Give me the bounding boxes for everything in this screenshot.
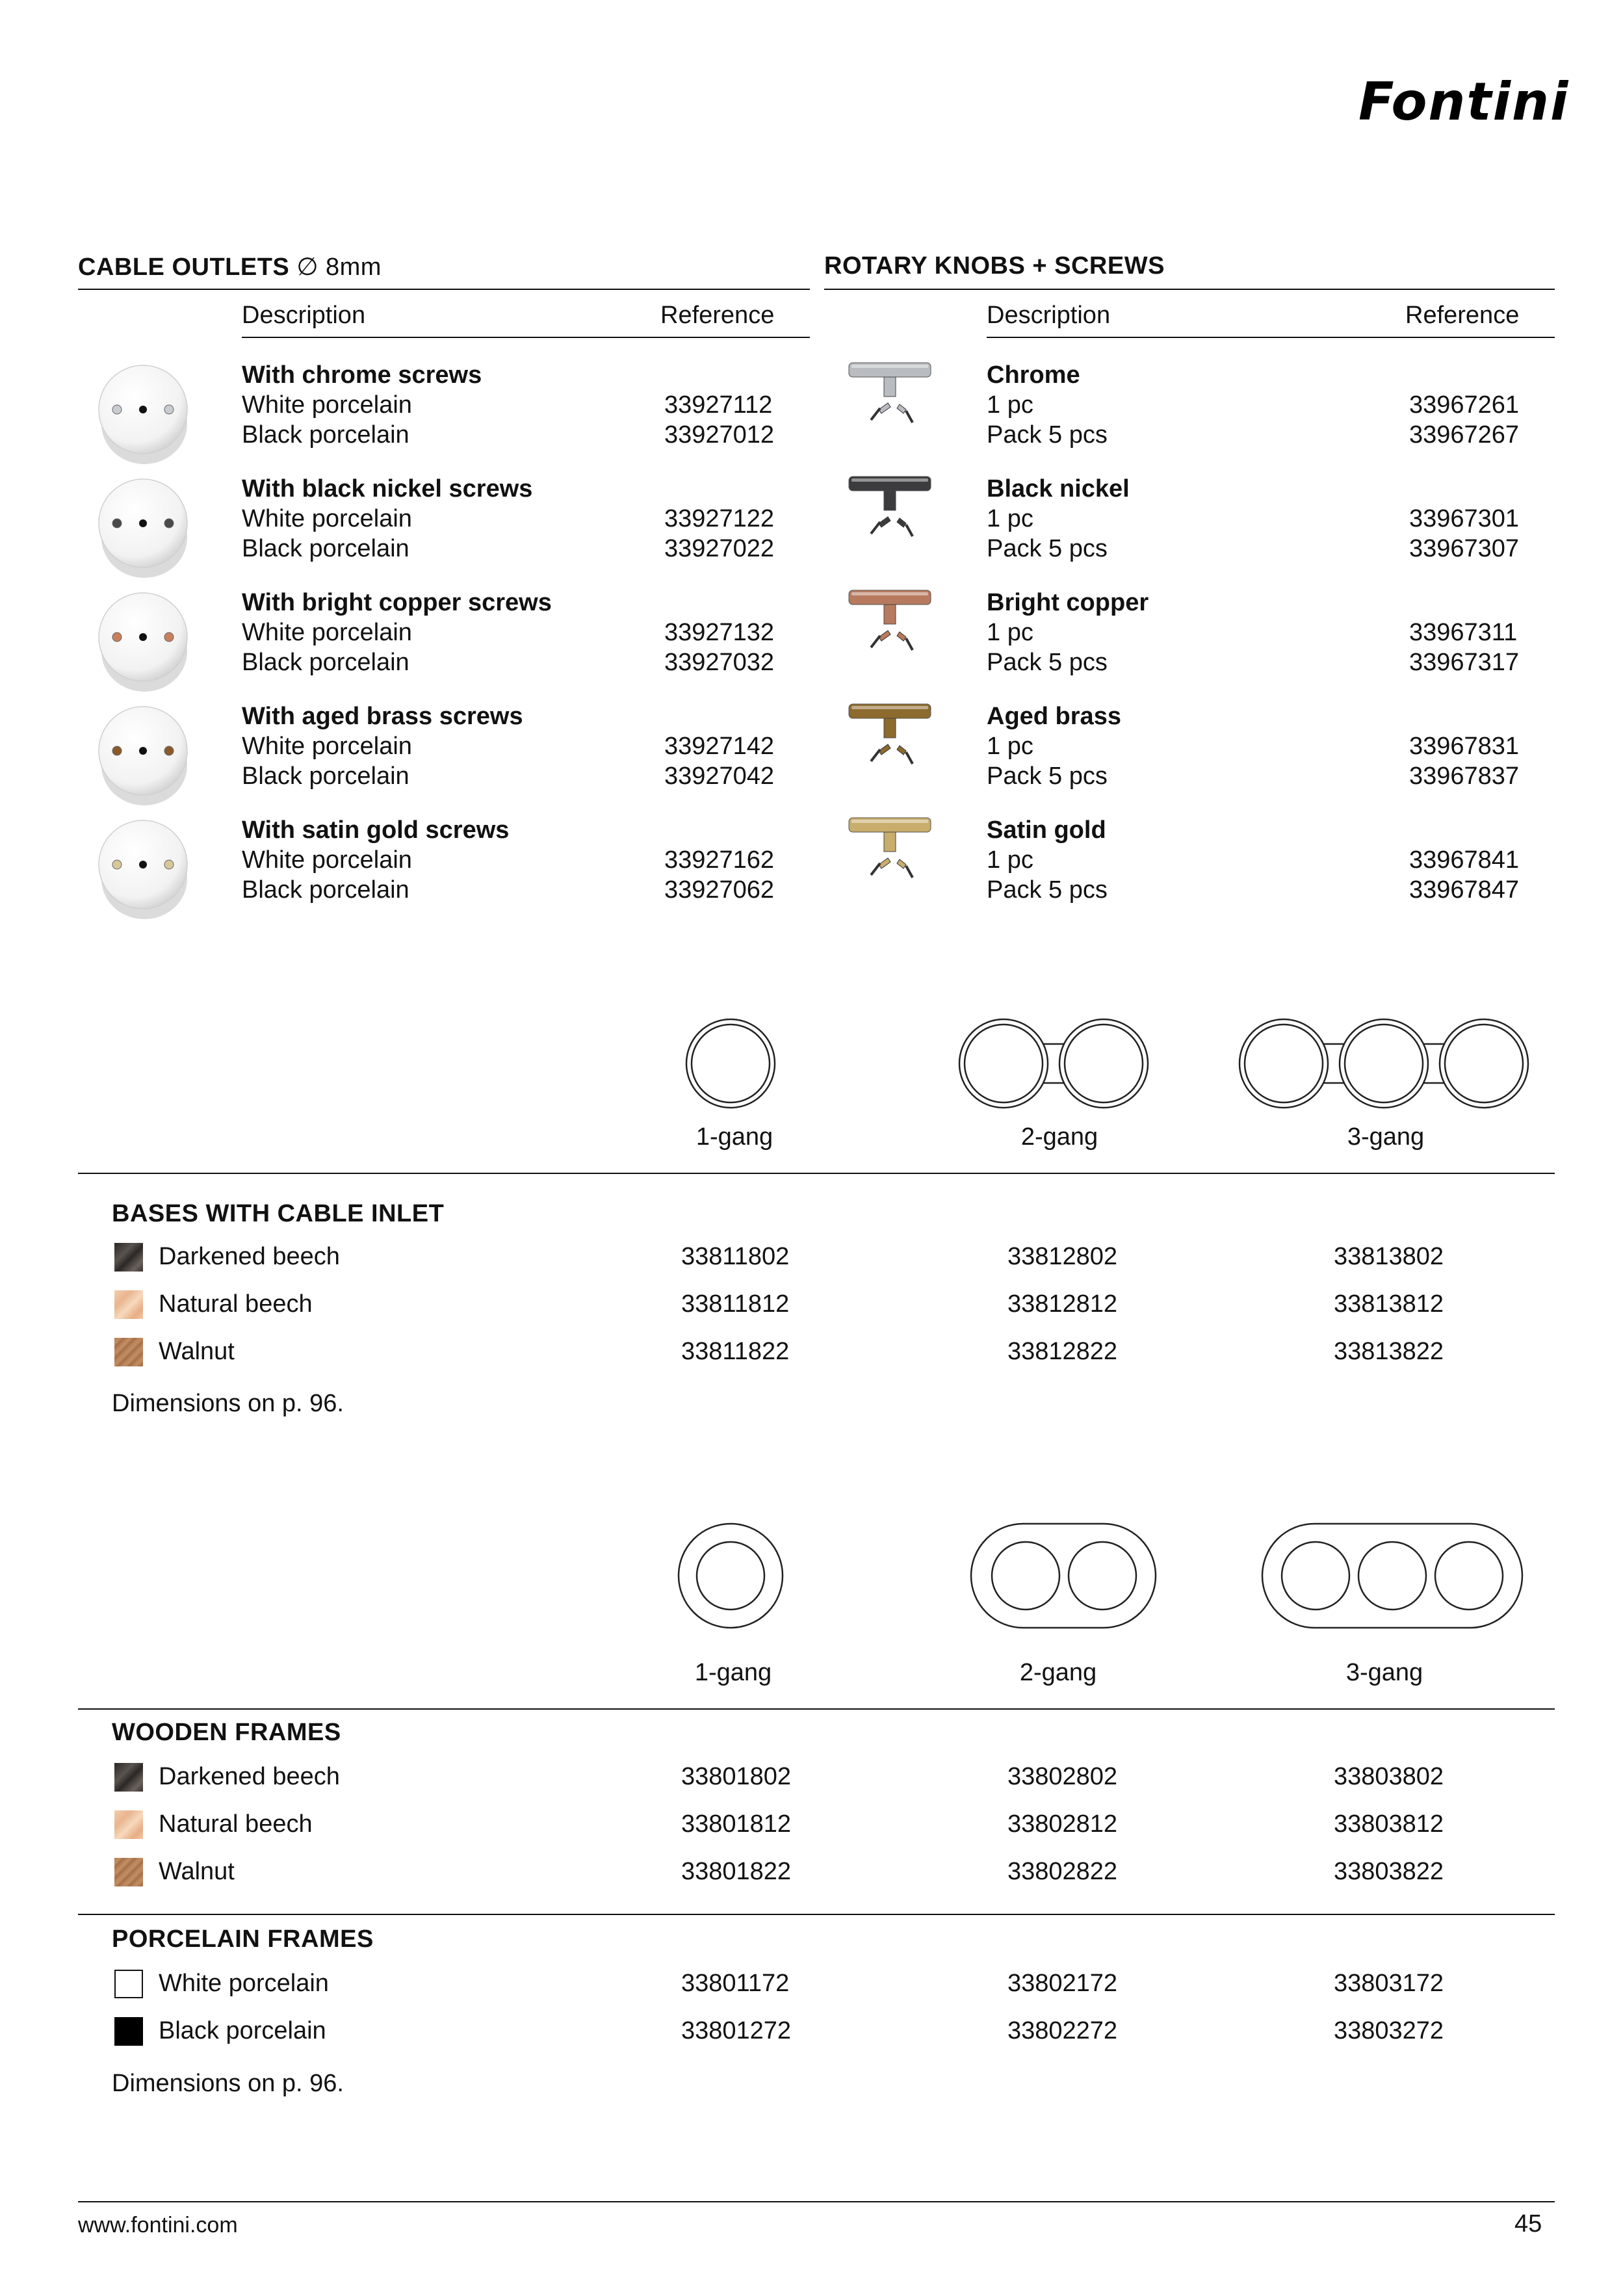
finish-swatch bbox=[114, 1810, 143, 1839]
cable-outlet-name: With black nickel screws bbox=[242, 475, 533, 502]
rotary-knob-variant: Pack 5 pcs bbox=[987, 649, 1108, 676]
bases-reference: 33813812 bbox=[1334, 1290, 1444, 1318]
rotary-knob-variant: Pack 5 pcs bbox=[987, 763, 1108, 790]
wooden-frames-reference: 33803802 bbox=[1334, 1763, 1444, 1790]
wooden-frames-reference: 33803812 bbox=[1334, 1810, 1444, 1838]
finish-swatch bbox=[114, 1858, 143, 1886]
bases-finish-label: Walnut bbox=[159, 1338, 235, 1365]
rotary-knob-image bbox=[849, 590, 931, 650]
wooden-frames-finish-label: Walnut bbox=[159, 1858, 235, 1885]
divider bbox=[78, 1914, 1555, 1915]
cable-outlet-variant: Black porcelain bbox=[242, 421, 409, 449]
finish-swatch bbox=[114, 1338, 143, 1366]
rotary-knob-reference: 33967831 bbox=[1409, 733, 1520, 760]
bases-note: Dimensions on p. 96. bbox=[112, 1390, 344, 1417]
cable-outlet-variant: White porcelain bbox=[242, 733, 412, 760]
wooden-frames-reference: 33802802 bbox=[1007, 1763, 1118, 1790]
rotary-knob-variant: Pack 5 pcs bbox=[987, 876, 1108, 904]
wooden-frames-reference: 33801802 bbox=[681, 1763, 792, 1790]
cable-outlet-images bbox=[91, 351, 201, 923]
rotary-knob-reference: 33967847 bbox=[1409, 876, 1520, 904]
finish-swatch bbox=[114, 1290, 143, 1319]
bases-reference: 33811812 bbox=[681, 1290, 790, 1318]
rotary-knob-reference: 33967317 bbox=[1409, 649, 1520, 676]
cable-outlet-reference: 33927132 bbox=[664, 619, 775, 646]
gang-label-1: 1-gang bbox=[695, 1123, 773, 1151]
footer-divider bbox=[78, 2201, 1555, 2202]
bases-finish-label: Natural beech bbox=[159, 1290, 313, 1318]
cable-outlet-variant: White porcelain bbox=[242, 619, 412, 646]
cable-outlet-image bbox=[99, 593, 187, 692]
porcelain-frames-reference: 33802272 bbox=[1007, 2017, 1118, 2044]
gang-label-2: 2-gang bbox=[1019, 1659, 1097, 1686]
cable-outlet-variant: Black porcelain bbox=[242, 649, 409, 676]
divider bbox=[987, 337, 1555, 338]
porcelain-frames-reference: 33803172 bbox=[1334, 1970, 1444, 1997]
rotary-knob-variant: 1 pc bbox=[987, 391, 1033, 419]
porcelain-note: Dimensions on p. 96. bbox=[112, 2070, 344, 2097]
cable-outlet-variant: Black porcelain bbox=[242, 535, 409, 562]
finish-swatch bbox=[114, 1970, 143, 1998]
rotary-knob-reference: 33967261 bbox=[1409, 391, 1520, 419]
cable-outlet-image bbox=[99, 479, 187, 578]
cable-outlets-title bbox=[78, 252, 382, 281]
porcelain-frames-finish-label: Black porcelain bbox=[159, 2017, 326, 2044]
cable-outlet-variant: White porcelain bbox=[242, 391, 412, 419]
wooden-frames-finish-label: Natural beech bbox=[159, 1810, 313, 1838]
wooden-frames-reference: 33803822 bbox=[1334, 1858, 1444, 1885]
gang-label-2: 2-gang bbox=[1020, 1123, 1098, 1151]
rotary-knobs-title: ROTARY KNOBS + SCREWS bbox=[824, 252, 1165, 280]
rotary-knob-image bbox=[849, 704, 931, 764]
rotary-knob-images bbox=[838, 351, 949, 923]
cable-outlet-reference: 33927142 bbox=[664, 733, 775, 760]
cable-outlet-variant: Black porcelain bbox=[242, 876, 409, 904]
cable-outlet-reference: 33927022 bbox=[664, 535, 775, 562]
cable-outlet-variant: Black porcelain bbox=[242, 763, 409, 790]
bases-reference: 33812802 bbox=[1007, 1243, 1118, 1270]
rotary-knob-reference: 33967267 bbox=[1409, 421, 1520, 449]
brand-logo: Fontini bbox=[1358, 72, 1570, 132]
porcelain-frames-reference: 33802172 bbox=[1007, 1970, 1118, 1997]
cable-outlet-reference: 33927112 bbox=[664, 391, 773, 419]
rotary-knob-name: Satin gold bbox=[987, 816, 1106, 844]
wooden-frames-reference: 33802812 bbox=[1007, 1810, 1118, 1838]
rotary-knob-reference: 33967307 bbox=[1409, 535, 1520, 562]
cable-outlet-name: With chrome screws bbox=[242, 361, 482, 389]
porcelain-frames-reference: 33803272 bbox=[1334, 2017, 1444, 2044]
rotary-knob-variant: 1 pc bbox=[987, 619, 1033, 646]
bases-reference: 33811822 bbox=[681, 1338, 790, 1365]
gang-label-3: 3-gang bbox=[1345, 1659, 1423, 1686]
rotary-knob-image bbox=[849, 363, 931, 423]
cable-outlet-image bbox=[99, 707, 187, 805]
bases-reference: 33812822 bbox=[1007, 1338, 1118, 1365]
divider bbox=[242, 337, 810, 338]
rotary-knob-name: Bright copper bbox=[987, 589, 1149, 616]
rotary-knob-name: Chrome bbox=[987, 361, 1080, 389]
rotary-knob-reference: 33967837 bbox=[1409, 763, 1520, 790]
footer-url[interactable]: www.fontini.com bbox=[78, 2213, 238, 2237]
rotary-knob-reference: 33967301 bbox=[1409, 505, 1520, 532]
cable-outlet-reference: 33927062 bbox=[664, 876, 775, 904]
cable-outlet-reference: 33927122 bbox=[664, 505, 775, 532]
rotary-knob-variant: 1 pc bbox=[987, 733, 1033, 760]
porcelain-frames-finish-label: White porcelain bbox=[159, 1970, 329, 1997]
divider bbox=[78, 1708, 1555, 1710]
porcelain-frames-reference: 33801172 bbox=[681, 1970, 790, 1997]
rotary-knob-variant: Pack 5 pcs bbox=[987, 535, 1108, 562]
cable-outlet-variant: White porcelain bbox=[242, 505, 412, 532]
cable-outlets-title-text: CABLE OUTLETS bbox=[78, 254, 290, 281]
cable-outlet-name: With aged brass screws bbox=[242, 703, 523, 730]
bases-title: BASES WITH CABLE INLET bbox=[112, 1200, 445, 1227]
cable-outlet-image bbox=[99, 365, 187, 464]
porcelain-frames-reference: 33801272 bbox=[681, 2017, 792, 2044]
bases-reference: 33813802 bbox=[1334, 1243, 1444, 1270]
gang-label-3: 3-gang bbox=[1347, 1123, 1425, 1151]
bases-finish-label: Darkened beech bbox=[159, 1243, 340, 1270]
wooden-frames-reference: 33801822 bbox=[681, 1858, 792, 1885]
col-reference-header: Reference bbox=[660, 302, 775, 329]
cable-outlet-reference: 33927162 bbox=[664, 846, 775, 874]
rotary-knob-variant: Pack 5 pcs bbox=[987, 421, 1108, 449]
gang-label-1: 1-gang bbox=[694, 1659, 772, 1686]
rotary-knob-name: Aged brass bbox=[987, 703, 1121, 730]
rotary-knob-reference: 33967311 bbox=[1409, 619, 1518, 646]
cable-outlet-image bbox=[99, 820, 187, 919]
rotary-knob-image bbox=[849, 476, 931, 536]
frames-gang-diagrams bbox=[676, 1521, 1534, 1638]
bases-reference: 33811802 bbox=[681, 1243, 790, 1270]
bases-gang-diagrams bbox=[676, 1011, 1534, 1115]
cable-outlet-name: With bright copper screws bbox=[242, 589, 552, 616]
divider bbox=[78, 289, 810, 290]
rotary-knob-variant: 1 pc bbox=[987, 846, 1033, 874]
bases-reference: 33812812 bbox=[1007, 1290, 1118, 1318]
col-description-header: Description bbox=[242, 302, 366, 329]
rotary-knob-name: Black nickel bbox=[987, 475, 1130, 502]
rotary-knob-variant: 1 pc bbox=[987, 505, 1033, 532]
wooden-frames-title: WOODEN FRAMES bbox=[112, 1719, 341, 1746]
finish-swatch bbox=[114, 1243, 143, 1272]
cable-outlet-reference: 33927032 bbox=[664, 649, 775, 676]
col-reference-header: Reference bbox=[1405, 302, 1520, 329]
bases-reference: 33813822 bbox=[1334, 1338, 1444, 1365]
porcelain-frames-title: PORCELAIN FRAMES bbox=[112, 1925, 374, 1953]
divider bbox=[78, 1173, 1555, 1174]
wooden-frames-reference: 33801812 bbox=[681, 1810, 792, 1838]
divider bbox=[824, 289, 1555, 290]
wooden-frames-finish-label: Darkened beech bbox=[159, 1763, 340, 1790]
cable-outlet-reference: 33927012 bbox=[664, 421, 775, 449]
wooden-frames-reference: 33802822 bbox=[1007, 1858, 1118, 1885]
rotary-knob-image bbox=[849, 818, 931, 878]
cable-outlet-variant: White porcelain bbox=[242, 846, 412, 874]
cable-outlet-name: With satin gold screws bbox=[242, 816, 510, 844]
rotary-knob-reference: 33967841 bbox=[1409, 846, 1520, 874]
col-description-header: Description bbox=[987, 302, 1111, 329]
finish-swatch bbox=[114, 1763, 143, 1792]
page-number: 45 bbox=[1514, 2210, 1542, 2237]
cable-outlet-reference: 33927042 bbox=[664, 763, 775, 790]
finish-swatch bbox=[114, 2017, 143, 2046]
cable-outlets-title-sub: ∅ 8mm bbox=[296, 254, 382, 281]
